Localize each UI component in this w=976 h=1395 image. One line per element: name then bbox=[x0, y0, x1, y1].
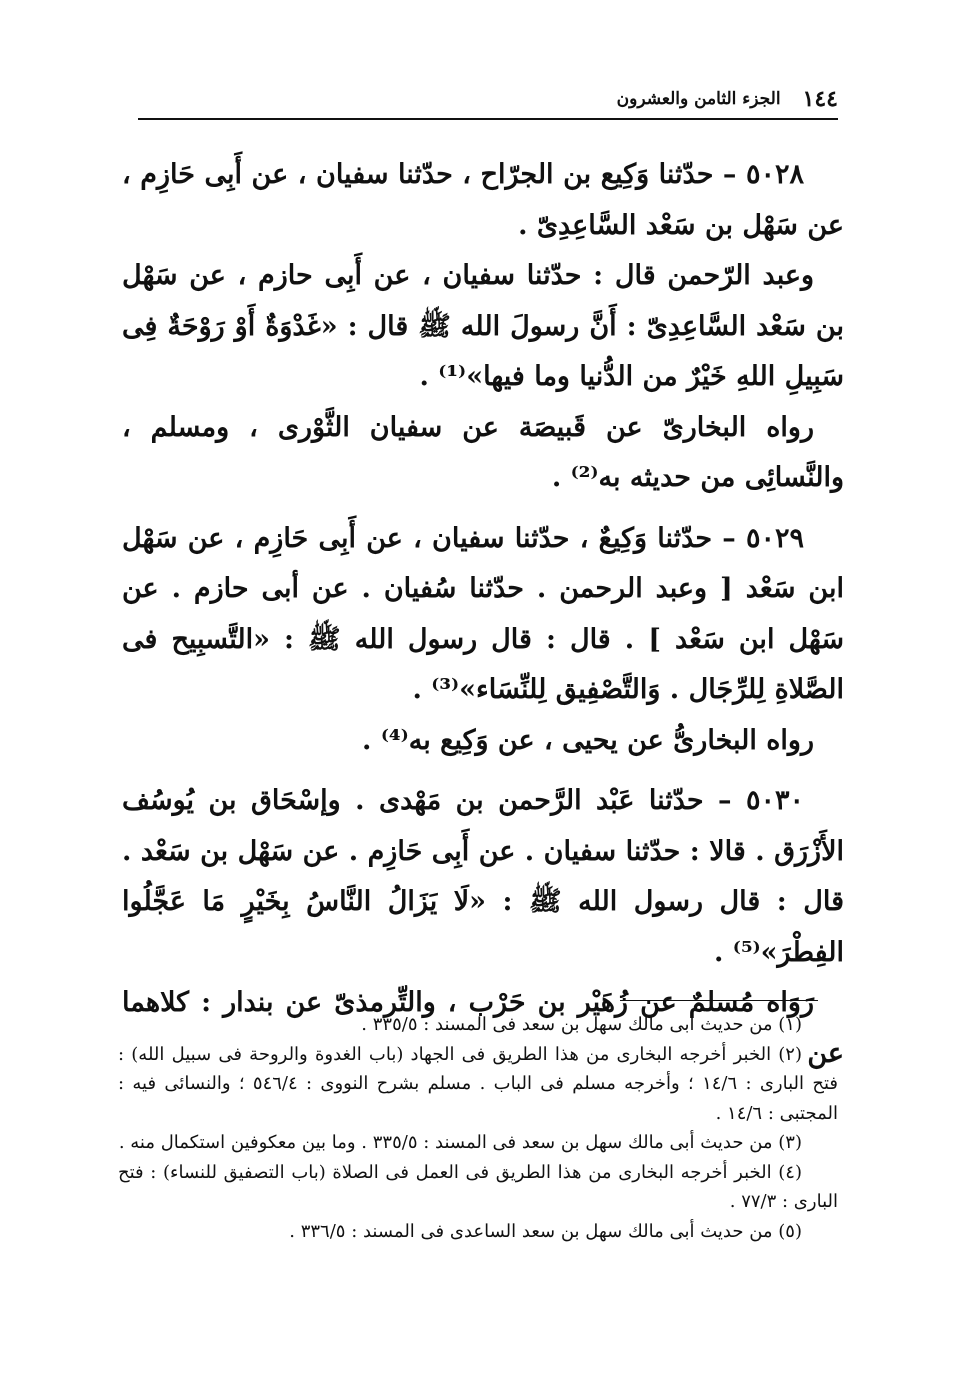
header-rule bbox=[138, 118, 838, 120]
hadith-5029 bbox=[122, 514, 844, 767]
hadith-5028-takhrij: رواه البخارىّ عن قَبيصَة عن سفيان الثَّوْرى ، ومسلم ، والنَّسائِى من حديثه به⁽²⁾ . bbox=[122, 411, 844, 493]
page-header bbox=[138, 82, 838, 116]
page-number: ١٤٤ bbox=[802, 86, 838, 112]
footnote-3: (٣) من حديث أبى مالك سهل بن سعد فى المسند : ٣٣٥/٥ . وما بين معكوفين استكمال منه . bbox=[118, 1132, 802, 1153]
main-text bbox=[122, 150, 844, 1079]
hadith-5030-takhrij: رَوَاه مُسلمٌ عن زُهَيْر بن حَرْب ، والتِّرمذىّ عن بندار : كلاهما عن bbox=[122, 987, 844, 1069]
running-title: الجزء الثامن والعشرون bbox=[616, 89, 781, 109]
footnote-rule bbox=[620, 1000, 818, 1001]
hadith-5028-chain: ٥٠٢٨ – حدّثنا وَكِيع بن الجرّاح ، حدّثنا سفيان ، عن أَبِى حَازِم ، عن سَهْل بن سَعْد السَّاعِدِىّ . bbox=[122, 159, 844, 241]
footnote-5: (٥) من حديث أبى مالك سهل بن سعد الساعدى فى المسند : ٣٣٦/٥ . bbox=[289, 1220, 802, 1242]
footnotes bbox=[118, 1010, 838, 1246]
hadith-5028 bbox=[122, 150, 844, 504]
hadith-5028-text: وعبد الرّحمن قال : حدّثنا سفيان ، عن أَبِى حازم ، عن سَهْل بن سَعْد السَّاعِدِىّ : أَنَّ رسولَ الله ﷺ قال : «غَدْوَةٌ أَوْ رَوْحَةٌ فِى سَبِيلِ اللهِ خَيْرٌ من الدُّنيا وما فيها»⁽¹⁾ . bbox=[122, 260, 844, 392]
footnote-2: (٢) الخبر أخرجه البخارى من هذا الطريق فى الجهاد (باب الغدوة والروحة فى سبيل الله) : فتح البارى : ١٤/٦ ؛ وأخرجه مسلم فى الباب . مسلم بشرح النووى : ٥٤٦/٤ ؛ والنسائى فيه : المجتبى : ١٤/٦ . bbox=[118, 1043, 838, 1124]
footnote-4: (٤) الخبر أخرجه البخارى من هذا الطريق فى العمل فى الصلاة (باب التصفيق للنساء) : فتح البارى : ٧٧/٣ . bbox=[118, 1161, 838, 1212]
hadith-5029-text: ٥٠٢٩ – حدّثنا وَكِيعٌ ، حدّثنا سفيان ، عن أَبِى حَازِم ، عن سَهْل ابن سَعْد [ وعبد الرحمن . حدّثنا سُفيان . عن أبى حازم . عن سَهْل ابن سَعْد ] . قال : قال رسول الله ﷺ : «التَّسبِيح فى الصَّلاةِ لِلرِّجَال . وَالتَّصْفِيق لِلنِّسَاء»⁽³⁾ . bbox=[122, 522, 845, 705]
hadith-5029-takhrij: رواه البخارىُّ عن يحيى ، عن وَكِيع به⁽⁴⁾ . bbox=[362, 724, 814, 756]
footnote-1: (١) من حديث أبى مالك سهل بن سعد فى المسند : ٣٣٥/٥ . bbox=[361, 1014, 802, 1035]
hadith-5030-text: ٥٠٣٠ – حدّثنا عَبْد الرَّحمن بن مَهْدى . وإسْحَاق بن يُوسُف الأَزْرَق . قالا : حدّثنا سفيان . عن أَبِى حَازِم . عن سَهْل بن سَعْد . قال : قال رسول الله ﷺ : «لَا يَزَالُ النَّاسُ بِخَيْرٍ مَا عَجَّلُوا الفِطْرَ»⁽⁵⁾ . bbox=[122, 785, 844, 968]
